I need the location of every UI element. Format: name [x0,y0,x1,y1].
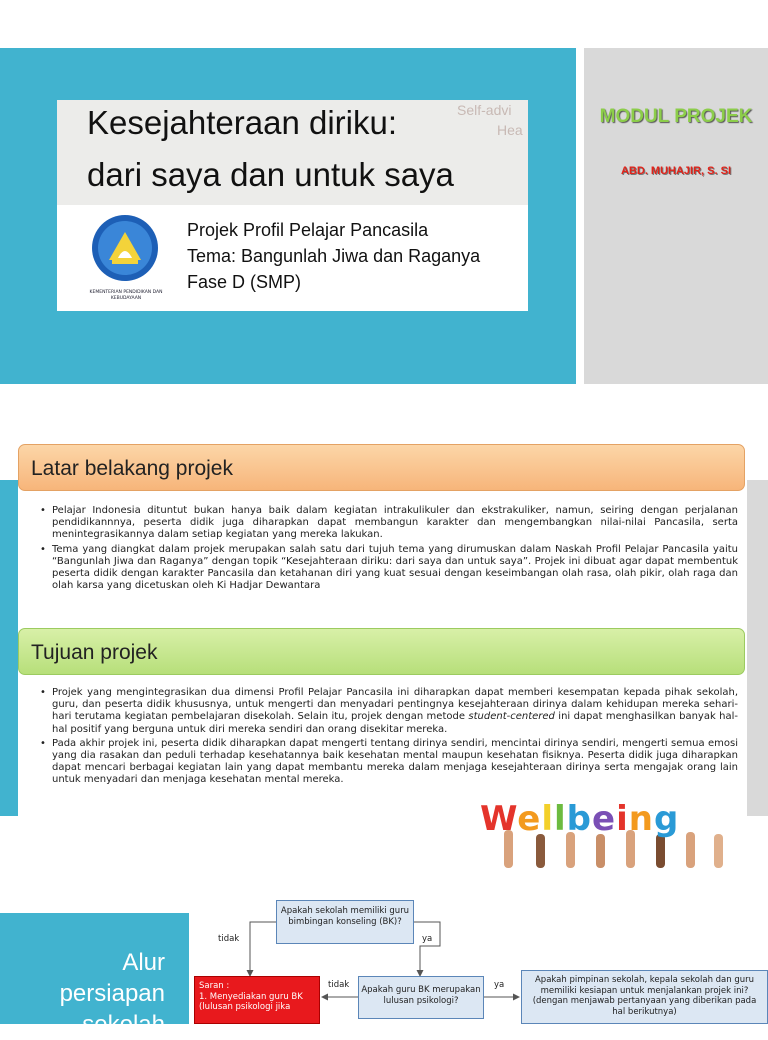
section-heading-tujuan: Tujuan projek [18,628,745,675]
cover-watermark-2: Hea [497,122,523,138]
section-body-latar-belakang [30,505,738,594]
cover-teal-panel [0,48,576,384]
wellbeing-letter: l [541,799,555,839]
flow-label-tidak-2: tidak [328,980,350,990]
author-name: ABD. MUHAJIR, S. SI [620,165,731,177]
flow-label-ya-1: ya [422,934,433,944]
cover-watermark-1: Self-advi [457,102,512,118]
bullet1-text-end: ini dapat menghasilkan banyak hal-hal positif yang berguna untuk diri mereka sendiri dan orang disekitar mereka. [52,711,738,735]
list-item [30,687,738,736]
slide2-grey-band [747,480,768,816]
flow-box-guru-bk: Apakah sekolah memiliki guru bimbingan konseling (BK)? [276,900,414,944]
cover-subtitle-line1: Projek Profil Pelajar Pancasila [187,220,429,240]
wellbeing-letter: n [628,799,654,839]
section-heading-latar-belakang: Latar belakang projek [18,444,745,491]
slide-cover [0,48,768,384]
wellbeing-letter: i [616,799,629,839]
wellbeing-letter: g [653,799,680,839]
cover-subtitle-line2: Tema: Bangunlah Jiwa dan Raganya [187,246,481,266]
cover-grey-panel [584,48,768,384]
wellbeing-image [476,800,736,868]
wellbeing-letter: e [592,799,617,839]
cover-subtitle-line3: Fase D (SMP) [187,272,302,292]
list-item: • Pada akhir projek ini, peserta didik diharapkan dapat mengerti tentang dirinya sendiri, mencintai dirinya sendiri, mengerti semua emosi yang dia rasakan dan peduli terhadap kesehatannya baik kesehatan mental maupun kesehatan fisiknya. Peserta didik juga diharapkan dapat mencari berbagai kegiatan lain yang dapat membantu mereka dalam menjaga kesejahteraan dirinya serta mengajak orang lain untuk menyadari dan menjaga kesehatan mental mereka. [30,738,738,787]
cover-title-line2: dari saya dan untuk saya [87,156,454,193]
list-item: • Tema yang diangkat dalam projek merupakan salah satu dari tujuh tema yang dirumuskan dalam Naskah Profil Pelajar Pancasila yaitu “Bangunlah Jiwa dan Raganya” dengan topik “Kesejahteraan diriku: dari saya dan untuk saya”. Projek ini dibuat agar dapat membentuk peserta didik dengan karakter Pancasila dan ketahanan diri yang kuat sesuai dengan keseimbangan olah rasa, olah pikir, olah raga dan olah karsa yang dicetuskan oleh Ki Hadjar Dewantara [30,544,738,593]
bullet1-italic-term: student-centered [468,711,555,723]
flow-label-ya-2: ya [494,980,505,990]
slide2-teal-band [0,480,18,816]
wellbeing-letters [480,799,679,839]
wellbeing-letter: e [517,799,542,839]
bullet1-text-start: Projek yang mengintegrasikan dua dimensi Profil Pelajar Pancasila ini diharapkan dapat memberi kesempatan kepada pihak sekolah, guru, dan peserta didik khususnya, untuk mengerti dan menyadari pentingnya kesejahteraan dirinya dalam kehidupan mereka sehari-hari terutama kegiatan pembelajaran disekolah. Selain itu, projek dengan metode [52,687,738,723]
flow-box-saran [194,976,320,1024]
cover-image [57,100,528,311]
saran-item-1: 1. Menyediakan guru BK (lulusan psikologi jika [199,991,303,1012]
saran-heading: Saran : [199,981,230,991]
flow-title-line1: Alur [122,949,165,976]
cover-title-background [57,100,528,205]
list-item: • Pelajar Indonesia dituntut bukan hanya baik dalam kegiatan intrakulikuler dan ekstrakuliker, namun, seiring dengan perjalanan pendidikannnya, peserta didik juga diharapkan dapat membangun karakter dan mengembangkan nilai-nilai Pancasila, serta menintegrasikannya dalam setiap kegiatan yang mereka lakukan. [30,505,738,542]
flow-box-lulusan-psikologi: Apakah guru BK merupakan lulusan psikologi? [358,976,484,1019]
wellbeing-letter: l [554,799,567,839]
flow-title-line3: sekolah [82,1011,165,1038]
wellbeing-letter: b [566,799,593,839]
flow-label-tidak-1: tidak [218,934,240,944]
logo-caption: KEMENTERIAN PENDIDIKAN DAN KEBUDAYAAN [89,290,163,301]
wellbeing-letter: W [480,799,518,839]
modul-title: MODUL PROJEK [599,106,753,127]
cover-title-line1: Kesejahteraan diriku: [87,104,398,141]
section-body-tujuan [30,687,738,789]
flow-title-line2: persiapan [59,980,165,1007]
flow-box-kesiapan-pimpinan: Apakah pimpinan sekolah, kepala sekolah dan guru memiliki kesiapan untuk menjalankan projek ini? (dengan menjawab pertanyaan yang diberikan pada hal berikutnya) [521,970,768,1024]
